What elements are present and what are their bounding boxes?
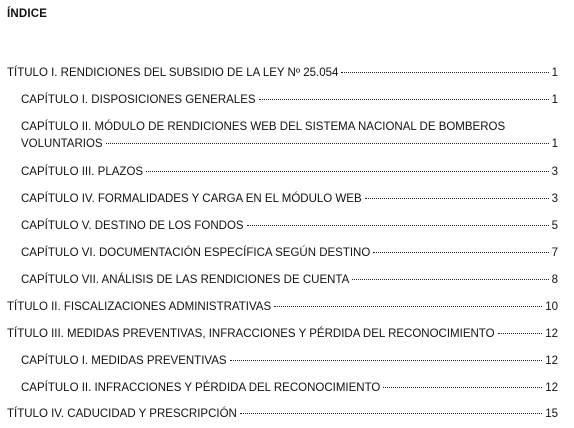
index-heading: ÍNDICE — [7, 8, 48, 20]
toc-entry-title: TÍTULO I. RENDICIONES DEL SUBSIDIO DE LA LEY Nº 25.054 — [7, 67, 339, 79]
dot-leader — [230, 360, 543, 361]
dot-leader — [352, 279, 548, 280]
toc-entry-title: CAPÍTULO I. DISPOSICIONES GENERALES — [21, 94, 256, 106]
toc-entry-title-line1: CAPÍTULO II. MÓDULO DE RENDICIONES WEB DEL SISTEMA NACIONAL DE BOMBEROS — [21, 121, 506, 133]
toc-entry-title-line2: VOLUNTARIOS — [21, 138, 103, 150]
dot-leader — [383, 387, 542, 388]
toc-entry-page: 5 — [551, 220, 558, 232]
toc-entry-page: 1 — [551, 67, 558, 79]
toc-entry-page: 7 — [551, 247, 558, 259]
toc-entry-capitulo-7[interactable] — [21, 274, 558, 286]
toc-entry-page: 1 — [551, 138, 558, 150]
toc-entry-capitulo-6[interactable] — [21, 247, 558, 259]
dot-leader — [373, 252, 548, 253]
toc-entry-title: TÍTULO III. MEDIDAS PREVENTIVAS, INFRACCIONES Y PÉRDIDA DEL RECONOCIMIENTO — [7, 328, 495, 340]
toc-entry-title: CAPÍTULO V. DESTINO DE LOS FONDOS — [21, 220, 244, 232]
toc-entry-capitulo-5[interactable] — [21, 220, 558, 232]
toc-entry-page: 3 — [551, 193, 558, 205]
toc-entry-capitulo-3[interactable] — [21, 166, 558, 178]
toc-entry-title: CAPÍTULO I. MEDIDAS PREVENTIVAS — [21, 355, 227, 367]
toc-entry-title: CAPÍTULO IV. FORMALIDADES Y CARGA EN EL MÓDULO WEB — [21, 193, 362, 205]
toc-entry-page: 3 — [551, 166, 558, 178]
toc-entry-capitulo-4[interactable] — [21, 193, 558, 205]
toc-entry-title: CAPÍTULO II. INFRACCIONES Y PÉRDIDA DEL RECONOCIMIENTO — [21, 382, 381, 394]
toc-entry-title: CAPÍTULO III. PLAZOS — [21, 166, 144, 178]
toc-entry-titulo-1[interactable] — [7, 67, 558, 79]
dot-leader — [146, 171, 549, 172]
toc-entry-page: 12 — [545, 328, 558, 340]
dot-leader — [106, 143, 549, 144]
dot-leader — [240, 413, 542, 414]
toc-entry-titulo-3-capitulo-2[interactable] — [21, 382, 558, 394]
toc-entry-capitulo-2[interactable] — [21, 121, 558, 150]
dot-leader — [498, 333, 543, 334]
dot-leader — [259, 99, 549, 100]
toc-entry-page: 1 — [551, 94, 558, 106]
dot-leader — [341, 72, 548, 73]
toc-entry-titulo-2[interactable] — [7, 301, 558, 313]
dot-leader — [365, 198, 549, 199]
toc-entry-title: TÍTULO IV. CADUCIDAD Y PRESCRIPCIÓN — [7, 408, 237, 420]
toc-entry-titulo-3[interactable] — [7, 328, 558, 340]
toc-entry-title: CAPÍTULO VII. ANÁLISIS DE LAS RENDICIONES DE CUENTA — [21, 274, 350, 286]
dot-leader — [247, 225, 549, 226]
toc-entry-title: CAPÍTULO VI. DOCUMENTACIÓN ESPECÍFICA SEGÚN DESTINO — [21, 247, 371, 259]
toc-entry-capitulo-1[interactable] — [21, 94, 558, 106]
toc-entry-page: 10 — [545, 301, 558, 313]
toc-entry-page: 15 — [545, 408, 558, 420]
toc-entry-page: 12 — [545, 382, 558, 394]
toc-entry-title: TÍTULO II. FISCALIZACIONES ADMINISTRATIVAS — [7, 301, 272, 313]
toc-entry-page: 8 — [551, 274, 558, 286]
toc-entry-page: 12 — [545, 355, 558, 367]
dot-leader — [274, 306, 542, 307]
toc-entry-titulo-3-capitulo-1[interactable] — [21, 355, 558, 367]
toc-entry-titulo-4[interactable] — [7, 408, 558, 420]
